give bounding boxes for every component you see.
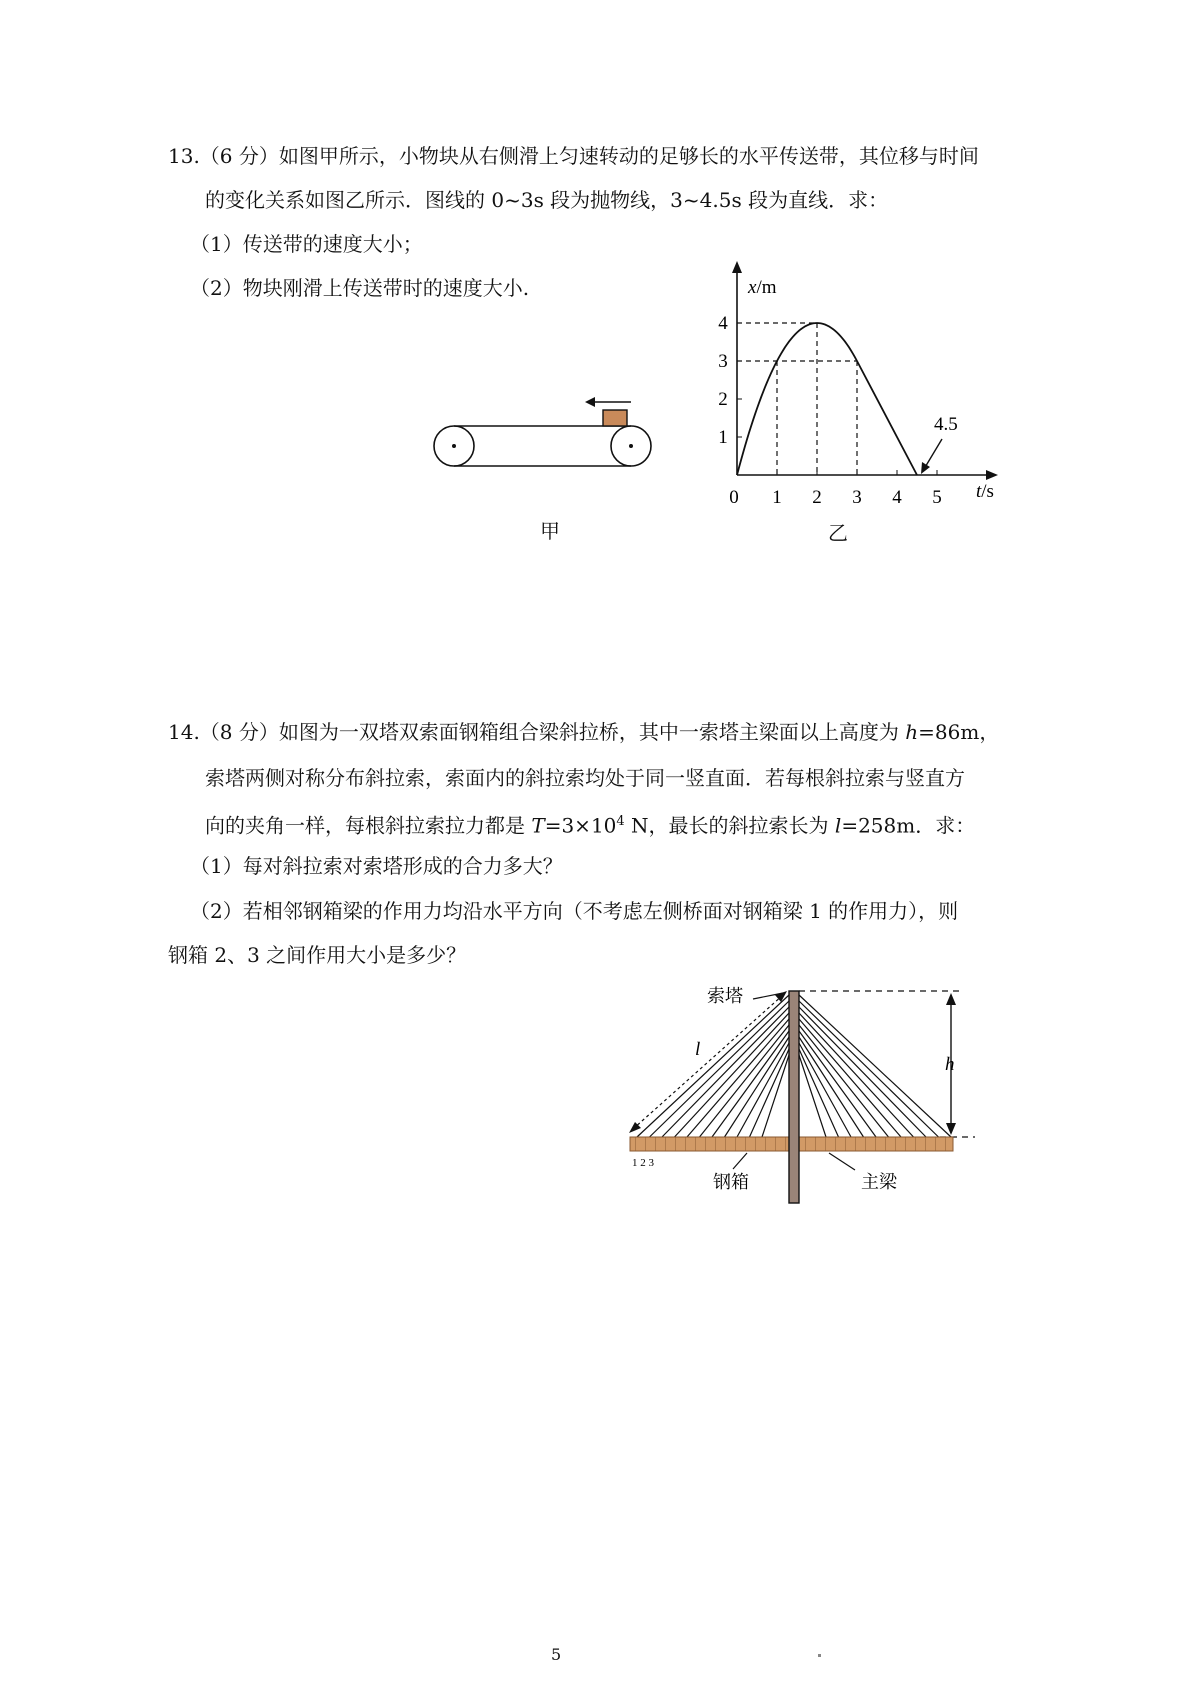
caption-jia: 甲 xyxy=(540,519,560,543)
x-axis-label-var: t xyxy=(976,481,982,502)
left-cable-5 xyxy=(687,1019,789,1137)
y-tick-label-3: 3 xyxy=(718,351,728,372)
y-axis-label-var: x xyxy=(748,277,757,298)
label-box-numbers: 1 2 3 xyxy=(632,1157,654,1169)
x-tick-label-3: 3 xyxy=(852,487,862,508)
y-tick-label-2: 2 xyxy=(718,389,728,410)
q14-line-3: 向的夹角一样，每根斜拉索拉力都是 $T=3\times 10^4$ N，最长的斜拉索长为 l=258m．求： xyxy=(205,813,976,838)
right-cable-5 xyxy=(799,1019,901,1137)
q14-part-1: （1）每对斜拉索对索塔形成的合力多大？ xyxy=(190,854,563,878)
left-cable-10 xyxy=(750,1049,790,1137)
label-l: l xyxy=(695,1039,701,1060)
svg-text:x/m xyxy=(747,277,777,298)
right-cable-6 xyxy=(799,1025,889,1137)
y-tick-label-1: 1 xyxy=(718,427,728,448)
right-cable-10 xyxy=(799,1049,839,1137)
label-steel-box: 钢箱 xyxy=(713,1172,749,1193)
decorative-dot xyxy=(818,1654,821,1657)
q13-line-2: 的变化关系如图乙所示．图线的 0~3s 段为抛物线，3~4.5s 段为直线．求： xyxy=(205,188,889,212)
tower xyxy=(789,991,799,1203)
q13-part-2: （2）物块刚滑上传送带时的速度大小. xyxy=(190,276,530,300)
label-h: h xyxy=(945,1054,955,1075)
beam-pointer xyxy=(829,1153,855,1170)
l-dimension-arrow xyxy=(633,995,783,1129)
label-main-beam: 主梁 xyxy=(861,1172,897,1193)
box-pointer xyxy=(733,1153,747,1169)
left-cable-6 xyxy=(700,1025,790,1137)
x-axis-label-unit: /s xyxy=(981,481,994,502)
q14-part-2-line-2: 钢箱 2、3 之间作用大小是多少？ xyxy=(168,943,467,967)
y-tick-label-4: 4 xyxy=(718,313,728,334)
q14-line-1: 14.（8 分）如图为一双塔双索面钢箱组合梁斜拉桥，其中一索塔主梁面以上高度为 h=86m， xyxy=(168,720,1000,744)
x-tick-label-5: 5 xyxy=(932,487,942,508)
small-block xyxy=(603,410,627,426)
q14-line-2: 索塔两侧对称分布斜拉索，索面内的斜拉索均处于同一竖直面．若每根斜拉索与竖直方 xyxy=(205,766,965,790)
label-tower: 索塔 xyxy=(707,986,743,1007)
annotation-pointer xyxy=(924,439,942,469)
q13-line-1: 13.（6 分）如图甲所示，小物块从右侧滑上匀速转动的足够长的水平传送带，其位移与时间 xyxy=(168,144,979,168)
cable-stayed-bridge-figure xyxy=(615,975,995,1210)
caption-yi: 乙 xyxy=(828,521,848,545)
x-tick-label-4: 4 xyxy=(892,487,902,508)
y-axis-label-unit: /m xyxy=(756,277,777,298)
q13-part-1: （1）传送带的速度大小； xyxy=(190,232,423,256)
svg-text:t/s xyxy=(976,481,994,502)
x-tick-label-0: 0 xyxy=(729,487,739,508)
q14-part-2-line-1: （2）若相邻钢箱梁的作用力均沿水平方向（不考虑左侧桥面对钢箱梁 1 的作用力），则 xyxy=(190,899,959,923)
left-cable-1 xyxy=(637,995,789,1137)
conveyor-belt-figure xyxy=(425,390,660,480)
page-number: 5 xyxy=(551,1645,562,1664)
x-tick-label-1: 1 xyxy=(772,487,782,508)
x-t-graph xyxy=(700,255,1020,515)
x-tick-label-2: 2 xyxy=(812,487,822,508)
annotation-4-5: 4.5 xyxy=(934,414,958,435)
right-cable-1 xyxy=(799,995,951,1137)
x-t-curve xyxy=(737,323,917,475)
